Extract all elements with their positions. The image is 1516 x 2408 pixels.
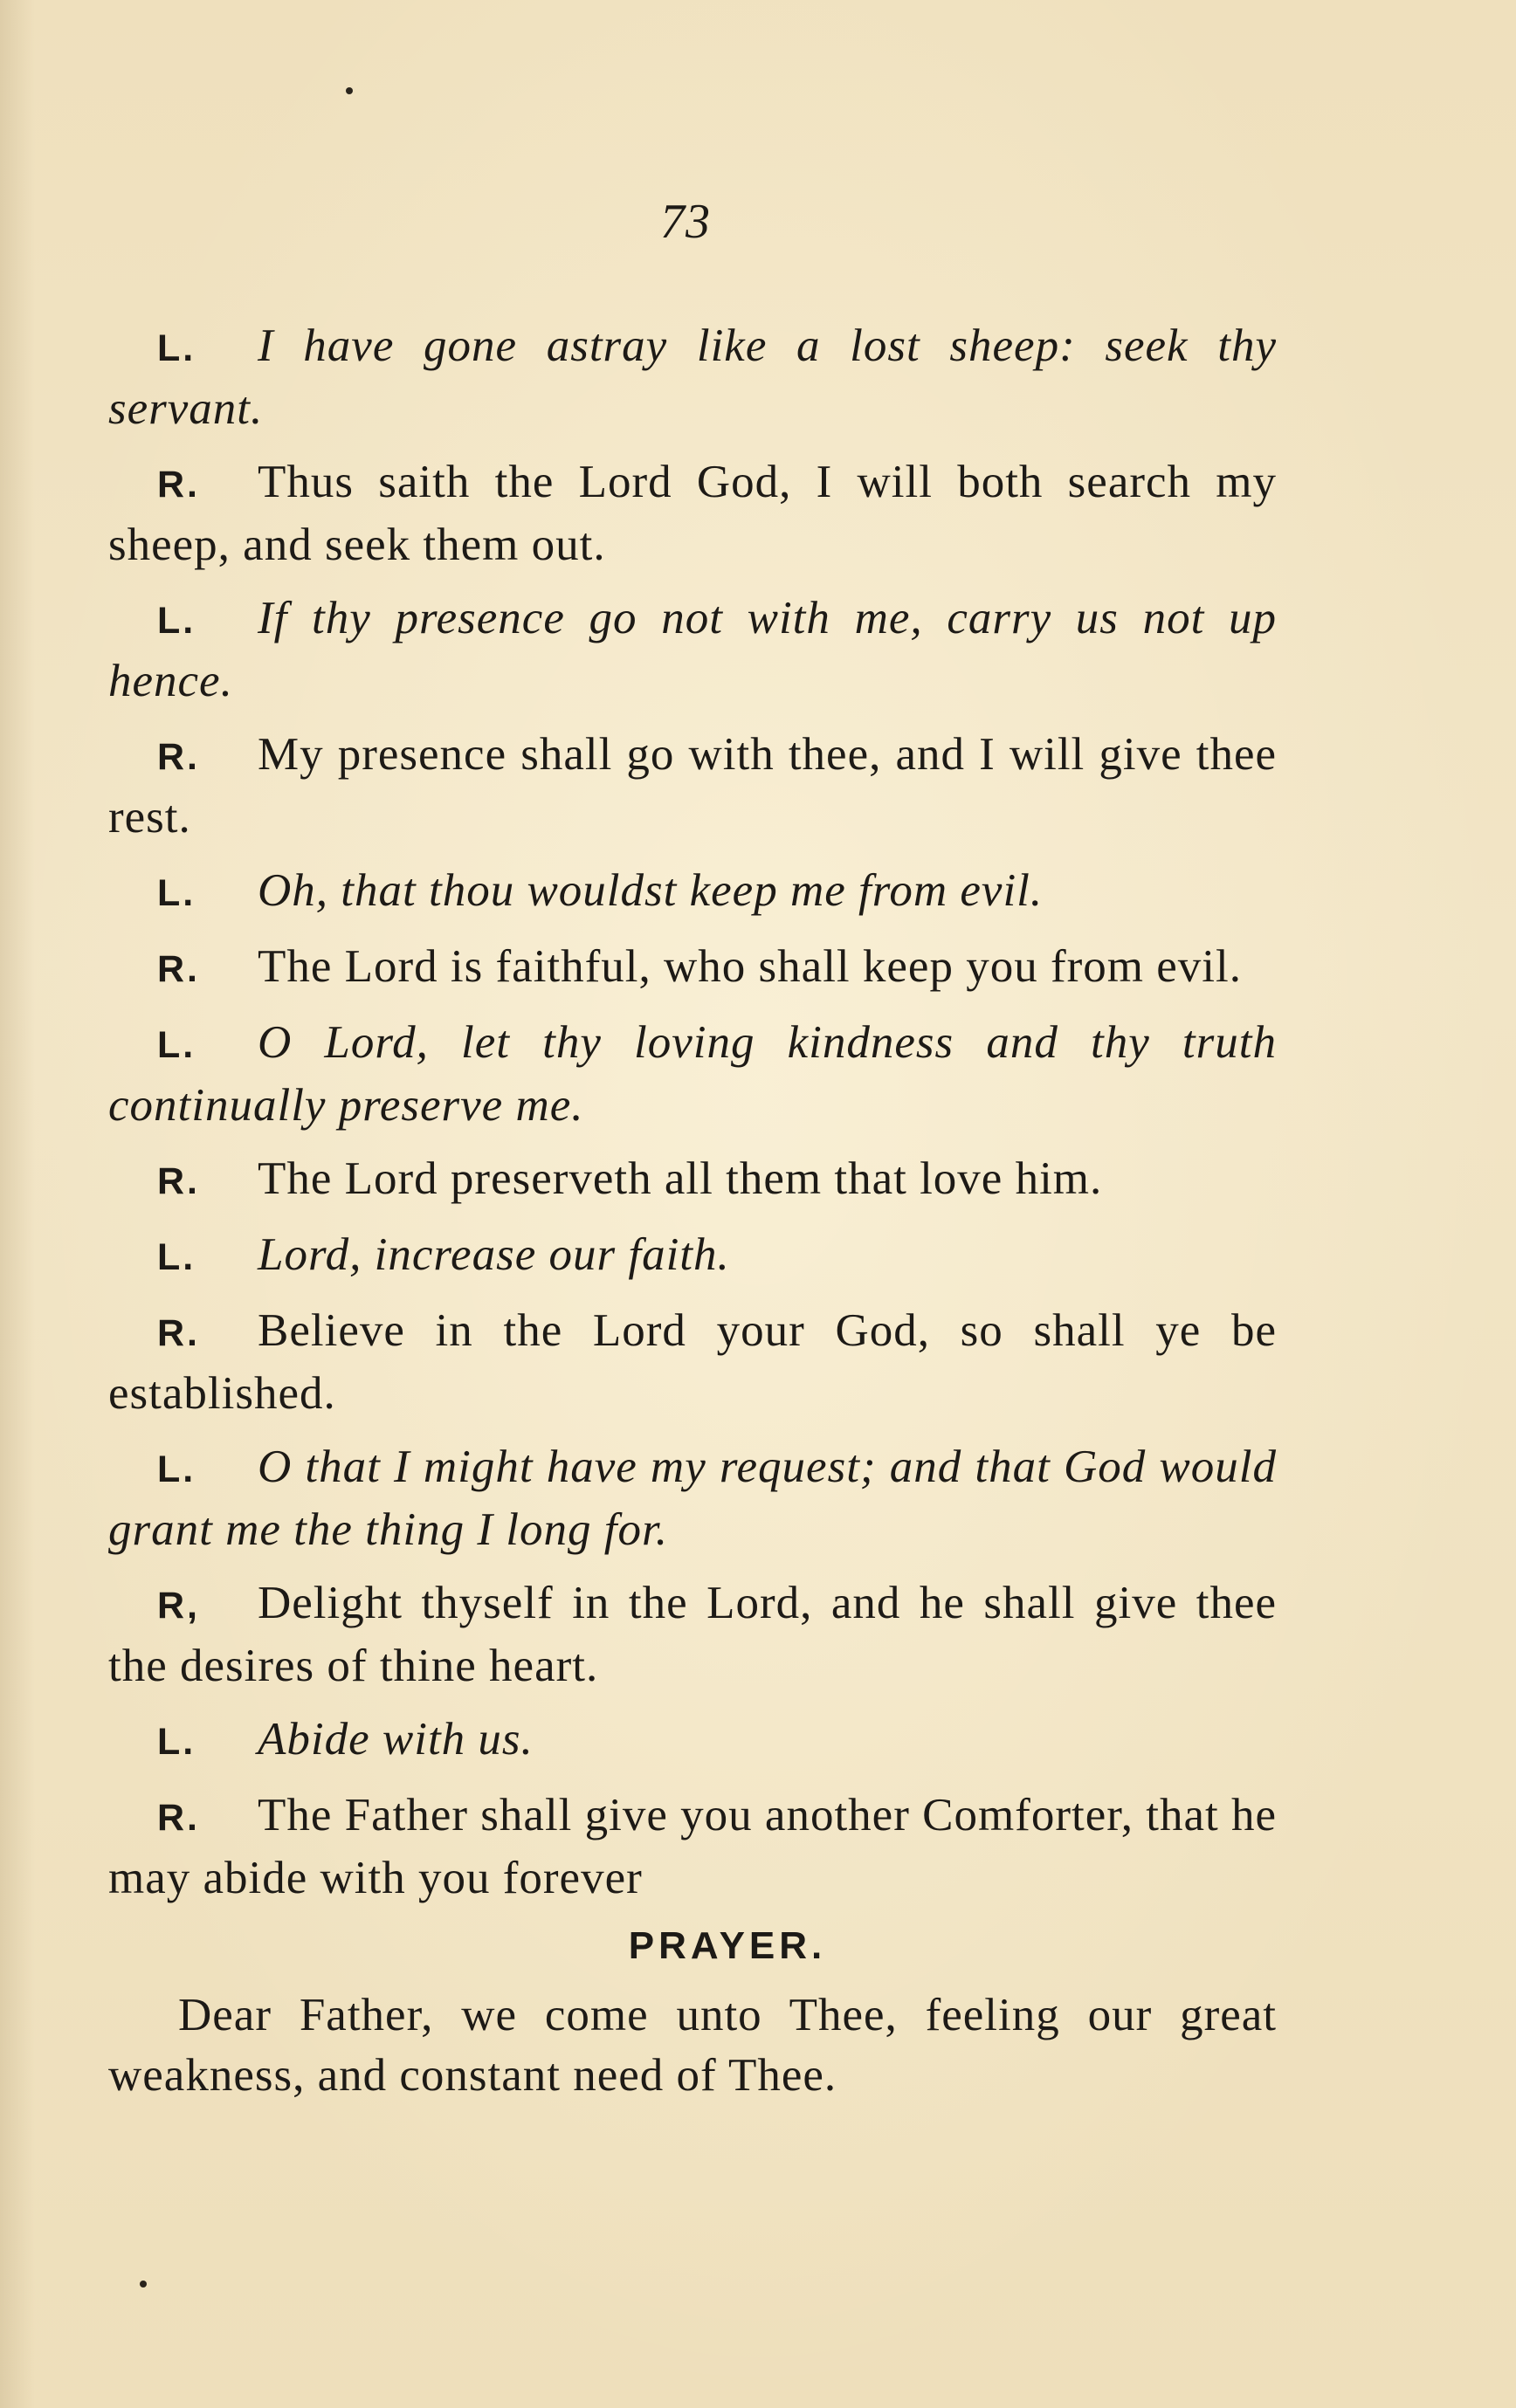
page-number: 73	[660, 195, 711, 249]
line-text: My presence shall go with thee, and I will give thee rest.	[108, 729, 1277, 843]
response-line	[108, 1149, 1277, 1212]
speaker-label: L.	[157, 872, 196, 914]
speck-mark	[140, 2281, 147, 2288]
line-text: Oh, that thou wouldst keep me from evil.	[258, 865, 1044, 916]
line-text: The Lord is faithful, who shall keep you from evil.	[258, 941, 1242, 992]
response-line	[108, 452, 1277, 575]
stanza-list	[108, 316, 1277, 1909]
speaker-label: R.	[157, 736, 200, 778]
line-text: Believe in the Lord your God, so shall ye be established.	[108, 1305, 1277, 1419]
line-text: O that I might have my request; and that God would grant me the thing I long for.	[108, 1441, 1277, 1555]
leader-line	[108, 1437, 1277, 1560]
leader-line	[108, 861, 1277, 924]
response-line	[108, 1785, 1277, 1909]
line-text: The Lord preserveth all them that love him.	[258, 1153, 1103, 1204]
response-line	[108, 1573, 1277, 1696]
responsive-reading	[108, 316, 1277, 2106]
speaker-label: L.	[157, 1721, 196, 1763]
speaker-label: L.	[157, 1236, 196, 1278]
leader-line	[108, 588, 1277, 712]
speaker-label: R,	[157, 1585, 200, 1627]
speaker-label: R.	[157, 1312, 200, 1354]
prayer-paragraph: Dear Father, we come unto Thee, feeling our great weakness, and constant need of Thee.	[108, 1990, 1277, 2101]
line-text: Lord, increase our faith.	[258, 1229, 730, 1280]
response-line	[108, 725, 1277, 848]
leader-line	[108, 1225, 1277, 1288]
speck-mark	[346, 87, 353, 94]
speaker-label: R.	[157, 464, 200, 506]
speaker-label: R.	[157, 948, 200, 990]
speaker-label: L.	[157, 600, 196, 642]
section-heading: PRAYER.	[628, 1924, 827, 1967]
line-text: If thy presence go not with me, carry us not up hence.	[108, 593, 1277, 706]
speaker-label: L.	[157, 1024, 196, 1066]
response-line	[108, 937, 1277, 1000]
speaker-label: L.	[157, 327, 196, 369]
line-text: I have gone astray like a lost sheep: seek thy servant.	[108, 320, 1277, 434]
page-edge-shadow	[0, 0, 35, 2408]
line-text: The Father shall give you another Comforter, that he may abide with you forever	[108, 1790, 1277, 1903]
leader-line	[108, 1710, 1277, 1772]
leader-line	[108, 1013, 1277, 1136]
line-text: Thus saith the Lord God, I will both search my sheep, and seek them out.	[108, 457, 1277, 570]
speaker-label: R.	[157, 1797, 200, 1839]
line-text: Delight thyself in the Lord, and he shall give thee the desires of thine heart.	[108, 1578, 1277, 1691]
speaker-label: R.	[157, 1160, 200, 1202]
leader-line	[108, 316, 1277, 439]
response-line	[108, 1301, 1277, 1424]
speaker-label: L.	[157, 1448, 196, 1490]
line-text: O Lord, let thy loving kindness and thy truth continually preserve me.	[108, 1017, 1277, 1131]
line-text: Abide with us.	[258, 1714, 534, 1765]
